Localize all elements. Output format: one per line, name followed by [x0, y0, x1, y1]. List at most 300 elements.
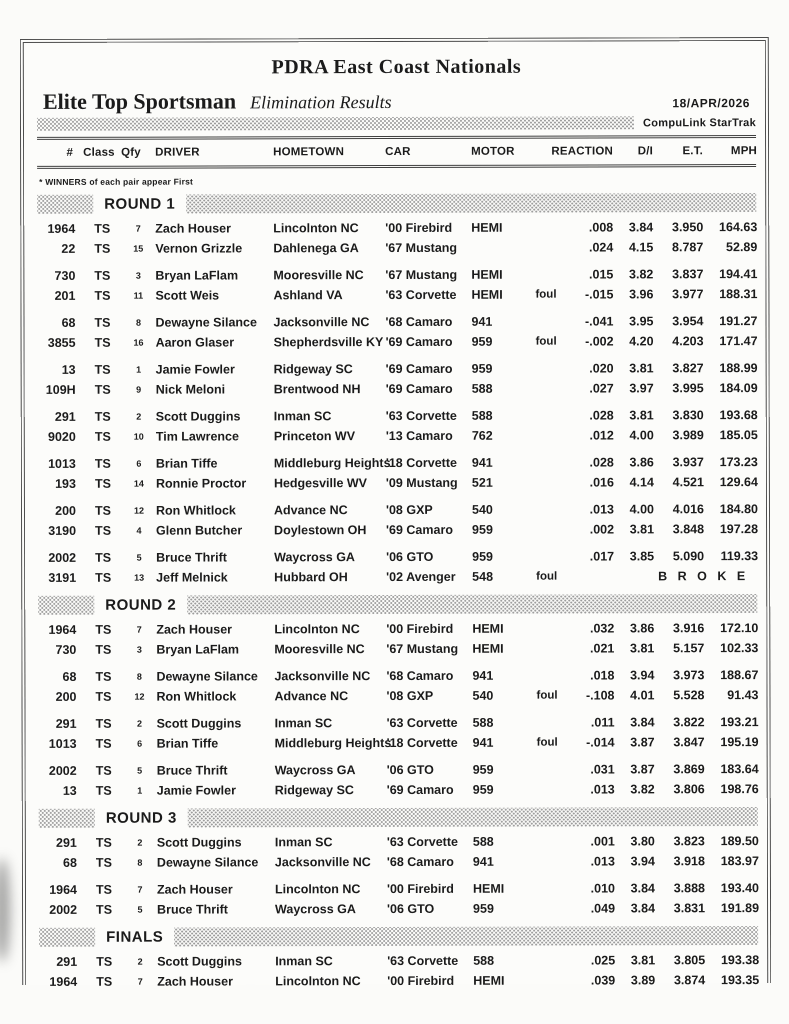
- cell-num: 1013: [48, 736, 77, 751]
- cell-car: '00 Firebird: [385, 220, 453, 236]
- cell-cls: TS: [94, 362, 111, 377]
- cell-reaction: [536, 546, 614, 566]
- cell-di: 3.84: [630, 715, 655, 730]
- cell-reaction: [536, 378, 614, 398]
- col-header-num: #: [66, 146, 74, 159]
- reaction-value: .028: [589, 455, 614, 470]
- cell-mph: 191.27: [719, 314, 758, 329]
- cell-cls: TS: [95, 882, 112, 897]
- cell-di: 3.87: [630, 762, 655, 777]
- cell-reaction: [536, 358, 614, 378]
- cell-cls: TS: [95, 622, 112, 637]
- foul-flag: [536, 639, 570, 659]
- cell-car: '00 Firebird: [386, 621, 454, 637]
- cell-num: 9020: [47, 429, 76, 444]
- cell-di: 3.82: [629, 267, 654, 282]
- cell-cls: TS: [96, 902, 113, 917]
- cell-car: '68 Camaro: [386, 668, 454, 684]
- cell-car: '63 Corvette: [385, 287, 457, 303]
- col-header-reaction: REACTION: [551, 145, 614, 158]
- round-title: ROUND 3: [105, 809, 177, 827]
- winners-note: * WINNERS of each pair appear First: [39, 176, 194, 187]
- cell-cls: TS: [96, 954, 113, 969]
- cell-et: 3.888: [673, 881, 706, 896]
- cell-mph: 185.05: [719, 428, 758, 443]
- reaction-value: -.108: [585, 688, 615, 703]
- cell-motor: 959: [472, 549, 493, 564]
- cell-driver: Dewayne Silance: [155, 315, 257, 330]
- cell-driver: Scott Weis: [155, 288, 220, 303]
- cell-et: 3.950: [671, 220, 704, 235]
- result-row: [39, 712, 758, 734]
- cell-num: 22: [61, 241, 76, 256]
- cell-motor: 959: [471, 334, 493, 349]
- cell-num: 68: [62, 855, 77, 870]
- cell-num: 2002: [48, 550, 77, 565]
- cell-di: 3.96: [629, 287, 654, 302]
- cell-mph: 188.67: [720, 668, 759, 683]
- result-row: [39, 851, 758, 873]
- cell-car: '67 Mustang: [385, 240, 458, 256]
- cell-hometown: Mooresville NC: [274, 642, 365, 657]
- cell-et: 3.805: [673, 953, 706, 968]
- cell-di: 3.84: [630, 901, 656, 916]
- elimination-pair: [38, 665, 757, 707]
- cell-reaction: [536, 685, 614, 705]
- timing-system-brand: CompuLink StarTrak: [642, 116, 756, 129]
- cell-mph: 193.38: [720, 953, 760, 968]
- col-header-qfy: Qfy: [121, 146, 141, 159]
- cell-reaction: [536, 566, 614, 586]
- cell-motor: HEMI: [472, 641, 504, 656]
- cell-qfy: 6: [136, 458, 142, 469]
- cell-driver: Dewayne Silance: [156, 669, 258, 684]
- cell-mph: 102.33: [720, 641, 759, 656]
- cell-motor: HEMI: [471, 267, 503, 282]
- cell-motor: 941: [471, 455, 493, 470]
- cell-motor: 588: [471, 408, 493, 423]
- cell-num: 193: [55, 476, 76, 491]
- elimination-pair: [39, 950, 758, 992]
- cell-cls: TS: [94, 476, 111, 491]
- cell-cls: TS: [94, 315, 111, 330]
- elimination-pair: [37, 217, 756, 259]
- cell-et: B R O K E: [658, 569, 749, 584]
- cell-driver: Zach Houser: [156, 882, 233, 897]
- cell-motor: 959: [473, 901, 494, 916]
- cell-motor: HEMI: [472, 881, 505, 896]
- cell-mph: 183.97: [720, 854, 759, 869]
- cell-qfy: 7: [137, 976, 143, 987]
- cell-driver: Jamie Fowler: [155, 362, 235, 377]
- cell-cls: TS: [95, 763, 112, 778]
- cell-di: 3.82: [630, 782, 655, 797]
- cell-reaction: [537, 898, 615, 918]
- cell-driver: Scott Duggins: [156, 716, 242, 731]
- cell-motor: 548: [472, 569, 494, 584]
- cell-num: 13: [61, 362, 76, 377]
- round-title: ROUND 2: [105, 596, 177, 614]
- cell-mph: 188.31: [719, 287, 758, 302]
- cell-motor: 540: [471, 502, 493, 517]
- cell-et: 3.977: [672, 287, 704, 302]
- cell-di: 3.85: [629, 549, 655, 564]
- halftone-strip: [187, 594, 757, 614]
- round-title: FINALS: [106, 928, 164, 946]
- cell-cls: TS: [94, 429, 111, 444]
- cell-di: 3.86: [629, 455, 654, 470]
- cell-hometown: Inman SC: [273, 409, 332, 424]
- cell-qfy: 6: [137, 738, 143, 749]
- foul-flag: [535, 238, 569, 258]
- cell-driver: Zach Houser: [155, 221, 231, 236]
- cell-qfy: 2: [137, 837, 143, 848]
- reaction-value: .031: [590, 762, 615, 777]
- cell-driver: Scott Duggins: [155, 409, 241, 424]
- result-row: [39, 898, 758, 920]
- reaction-value: .021: [589, 641, 615, 656]
- cell-hometown: Hubbard OH: [274, 570, 348, 585]
- cell-motor: 941: [472, 854, 494, 869]
- cell-reaction: [537, 779, 615, 799]
- foul-flag: [535, 312, 569, 332]
- reaction-value: .015: [589, 267, 614, 282]
- result-row: [38, 499, 757, 521]
- reaction-value: -.002: [585, 334, 614, 349]
- cell-qfy: 7: [135, 223, 141, 234]
- cell-hometown: Ridgeway SC: [273, 362, 353, 377]
- reaction-value: .018: [590, 668, 615, 683]
- reaction-value: -.015: [584, 287, 614, 302]
- reaction-value: .024: [588, 240, 614, 255]
- cell-cls: TS: [95, 642, 112, 657]
- cell-driver: Nick Meloni: [155, 382, 226, 397]
- cell-reaction: [537, 759, 615, 779]
- cell-mph: 188.99: [719, 361, 758, 376]
- cell-car: '67 Mustang: [385, 267, 458, 283]
- cell-driver: Jeff Melnick: [156, 570, 228, 585]
- cell-driver: Aaron Glaser: [155, 335, 235, 350]
- cell-car: '69 Camaro: [385, 334, 453, 350]
- reaction-value: .032: [589, 621, 615, 636]
- cell-motor: 941: [472, 735, 494, 750]
- cell-driver: Ron Whitlock: [156, 689, 237, 704]
- cell-di: [614, 566, 654, 586]
- cell-cls: TS: [94, 503, 112, 518]
- cell-et: 3.937: [672, 455, 704, 470]
- cell-cls: TS: [95, 736, 112, 751]
- cell-driver: Scott Duggins: [157, 954, 242, 969]
- cell-num: 13: [62, 783, 77, 798]
- result-row: [38, 638, 757, 660]
- cell-driver: Bryan LaFlam: [156, 642, 240, 657]
- result-row: [39, 950, 758, 972]
- event-date: 18/APR/2026: [672, 96, 750, 111]
- cell-num: 2002: [48, 763, 77, 778]
- cell-hometown: Inman SC: [275, 954, 333, 969]
- cell-hometown: Shepherdsville KY: [273, 335, 384, 350]
- cell-cls: TS: [95, 550, 112, 565]
- cell-hometown: Advance NC: [274, 689, 349, 704]
- cell-num: 68: [62, 669, 77, 684]
- foul-flag: [536, 453, 570, 473]
- result-row: [38, 618, 757, 640]
- header: [37, 55, 756, 80]
- halftone-strip: [37, 195, 93, 214]
- cell-motor: 588: [473, 953, 495, 968]
- cell-di: 3.97: [629, 381, 654, 396]
- cell-reaction: [535, 237, 613, 257]
- result-row: [38, 405, 757, 427]
- foul-flag: foul: [536, 570, 558, 583]
- reaction-value: .013: [589, 502, 615, 517]
- cell-qfy: 7: [137, 884, 143, 895]
- cell-num: 1964: [48, 622, 77, 637]
- cell-qfy: 2: [137, 718, 143, 729]
- cell-motor: 959: [471, 361, 493, 376]
- cell-mph: 183.64: [720, 762, 759, 777]
- result-row: [37, 264, 756, 286]
- cell-hometown: Waycross GA: [274, 763, 356, 778]
- cell-cls: TS: [94, 221, 111, 236]
- cell-driver: Glenn Butcher: [156, 523, 243, 538]
- cell-motor: HEMI: [471, 220, 503, 235]
- cell-reaction: [537, 732, 615, 752]
- cell-di: 3.81: [629, 361, 654, 376]
- cell-mph: 193.35: [720, 973, 760, 988]
- cell-et: 3.806: [673, 782, 705, 797]
- cell-et: 3.869: [673, 762, 705, 777]
- cell-di: 3.81: [629, 522, 655, 537]
- cell-car: '69 Camaro: [385, 381, 453, 397]
- cell-driver: Dewayne Silance: [156, 855, 259, 870]
- cell-di: 3.89: [630, 973, 656, 988]
- cell-driver: Vernon Grizzle: [155, 241, 243, 256]
- cell-motor: HEMI: [471, 287, 503, 302]
- cell-et: 3.823: [673, 834, 705, 849]
- cell-reaction: [536, 452, 614, 472]
- result-row: [38, 472, 757, 494]
- cell-hometown: Inman SC: [274, 835, 333, 850]
- elimination-pair: [37, 264, 756, 306]
- foul-flag: [537, 832, 571, 852]
- class-header-row: [37, 87, 756, 115]
- result-row: [37, 217, 756, 239]
- cell-num: 3855: [47, 335, 76, 350]
- reaction-value: -.041: [584, 314, 614, 329]
- cell-et: 3.954: [672, 314, 704, 329]
- cell-hometown: Inman SC: [274, 716, 333, 731]
- result-row: [38, 566, 757, 588]
- elimination-pair: [38, 546, 757, 588]
- result-row: [38, 546, 757, 568]
- cell-mph: 197.28: [719, 522, 759, 537]
- cell-di: 4.14: [629, 475, 654, 490]
- cell-mph: 184.80: [719, 502, 759, 517]
- cell-qfy: 4: [136, 525, 142, 536]
- cell-hometown: Lincolnton NC: [273, 221, 359, 236]
- cell-motor: [471, 238, 535, 258]
- cell-car: '67 Mustang: [386, 641, 459, 657]
- cell-mph: 191.89: [720, 901, 760, 916]
- cell-qfy: 5: [137, 904, 143, 915]
- foul-flag: [535, 265, 569, 285]
- reaction-value: .028: [589, 408, 614, 423]
- cell-car: '63 Corvette: [385, 408, 457, 424]
- result-row: [37, 237, 756, 259]
- cell-qfy: 9: [136, 384, 142, 395]
- cell-mph: 195.19: [720, 735, 759, 750]
- foul-flag: foul: [536, 736, 558, 749]
- cell-di: 3.81: [629, 408, 654, 423]
- cell-motor: 521: [471, 475, 493, 490]
- cell-mph: 193.21: [720, 715, 759, 730]
- cell-mph: 52.89: [726, 240, 758, 255]
- reaction-value: .001: [590, 834, 615, 849]
- result-row: [38, 378, 757, 400]
- cell-num: 3191: [48, 570, 77, 585]
- foul-flag: [537, 951, 571, 971]
- halftone-strip: [38, 596, 94, 615]
- cell-mph: 164.63: [719, 220, 758, 235]
- cell-hometown: Lincolnton NC: [275, 974, 361, 989]
- cell-cls: TS: [95, 835, 112, 850]
- cell-qfy: 8: [136, 671, 142, 682]
- cell-reaction: [535, 311, 613, 331]
- cell-qfy: 2: [136, 411, 142, 422]
- cell-driver: Zach Houser: [156, 622, 233, 637]
- col-header-car: CAR: [385, 145, 411, 159]
- cell-reaction: [536, 665, 614, 685]
- foul-flag: [536, 406, 570, 426]
- round-title: ROUND 1: [104, 195, 176, 213]
- cell-reaction: [537, 950, 615, 970]
- cell-di: 4.00: [629, 502, 655, 517]
- cell-di: 4.01: [630, 688, 655, 703]
- cell-mph: [704, 566, 758, 586]
- reaction-value: .013: [590, 854, 615, 869]
- result-row: [39, 831, 758, 853]
- cell-cls: TS: [95, 783, 112, 798]
- cell-cls: TS: [95, 716, 112, 731]
- cell-mph: 173.23: [719, 455, 758, 470]
- foul-flag: [535, 218, 569, 238]
- cell-car: '00 Firebird: [386, 881, 454, 897]
- cell-car: '06 GTO: [386, 549, 434, 565]
- cell-hometown: Waycross GA: [275, 902, 356, 917]
- cell-qfy: 2: [137, 956, 143, 967]
- cell-qfy: 16: [133, 337, 144, 348]
- cell-et: 4.203: [672, 334, 704, 349]
- cell-qfy: 5: [137, 765, 143, 776]
- cell-qfy: 1: [136, 364, 142, 375]
- cell-num: 291: [55, 716, 77, 731]
- cell-driver: Bruce Thrift: [156, 550, 227, 565]
- cell-hometown: Middleburg Heights: [273, 456, 391, 471]
- cell-di: 3.87: [630, 735, 655, 750]
- cell-qfy: 11: [133, 290, 144, 301]
- cell-motor: HEMI: [472, 621, 504, 636]
- cell-car: '08 GXP: [386, 688, 434, 704]
- halftone-strip: [39, 928, 95, 947]
- round-header: [37, 193, 756, 214]
- result-row: [37, 284, 756, 306]
- result-row: [39, 759, 758, 781]
- cell-num: 201: [54, 288, 76, 303]
- foul-flag: [536, 547, 570, 567]
- cell-qfy: 1: [137, 785, 143, 796]
- result-row: [38, 425, 757, 447]
- reaction-value: .012: [589, 428, 614, 443]
- result-row: [38, 519, 757, 541]
- cell-di: 3.81: [629, 641, 655, 656]
- cell-hometown: Ridgeway SC: [274, 783, 354, 798]
- results-body: [37, 193, 758, 992]
- cell-cls: TS: [95, 669, 112, 684]
- cell-mph: 194.41: [719, 267, 758, 282]
- cell-driver: Brian Tiffe: [155, 456, 218, 471]
- cell-hometown: Lincolnton NC: [274, 882, 361, 897]
- cell-qfy: 3: [135, 270, 141, 281]
- cell-cls: TS: [95, 689, 112, 704]
- cell-num: 1964: [49, 882, 78, 897]
- foul-flag: foul: [535, 288, 557, 301]
- cell-et: 5.528: [673, 688, 705, 703]
- result-row: [39, 878, 758, 900]
- cell-qfy: 5: [136, 552, 142, 563]
- cell-di: 3.81: [630, 953, 656, 968]
- reaction-value: .016: [589, 475, 614, 490]
- cell-hometown: Princeton WV: [273, 429, 356, 444]
- cell-hometown: Ashland VA: [273, 288, 343, 303]
- cell-qfy: 12: [134, 691, 145, 702]
- elimination-pair: [37, 311, 756, 353]
- cell-hometown: Jacksonville NC: [274, 669, 371, 684]
- cell-mph: 171.47: [719, 334, 758, 349]
- cell-cls: TS: [94, 268, 111, 283]
- cell-motor: 540: [472, 688, 494, 703]
- cell-et: 3.831: [673, 901, 706, 916]
- halftone-strip: [37, 116, 634, 131]
- cell-et: 4.016: [672, 502, 705, 517]
- cell-reaction: [536, 519, 614, 539]
- cell-car: '06 GTO: [386, 762, 434, 778]
- scan-artifact-smudge: [0, 858, 10, 962]
- cell-num: 200: [55, 689, 77, 704]
- cell-hometown: Doylestown OH: [274, 523, 367, 538]
- cell-di: 3.94: [630, 854, 655, 869]
- cell-motor: 941: [471, 314, 493, 329]
- cell-driver: Tim Lawrence: [155, 429, 239, 444]
- column-headers: [37, 138, 756, 166]
- cell-reaction: [536, 499, 614, 519]
- cell-hometown: Lincolnton NC: [274, 622, 360, 637]
- cell-num: 291: [54, 409, 76, 424]
- cell-num: 291: [56, 954, 78, 969]
- cell-car: '63 Corvette: [387, 953, 459, 969]
- elimination-pair: [39, 759, 758, 801]
- cell-hometown: Jacksonville NC: [274, 855, 371, 870]
- reaction-value: .002: [589, 522, 615, 537]
- reaction-value: .049: [590, 901, 616, 916]
- cell-driver: Ron Whitlock: [155, 503, 236, 518]
- cell-qfy: 12: [133, 505, 145, 516]
- cell-reaction: [537, 878, 615, 898]
- reaction-value: -.014: [586, 735, 615, 750]
- cell-num: 1964: [47, 221, 76, 236]
- reaction-value: .010: [590, 881, 616, 896]
- result-row: [38, 685, 757, 707]
